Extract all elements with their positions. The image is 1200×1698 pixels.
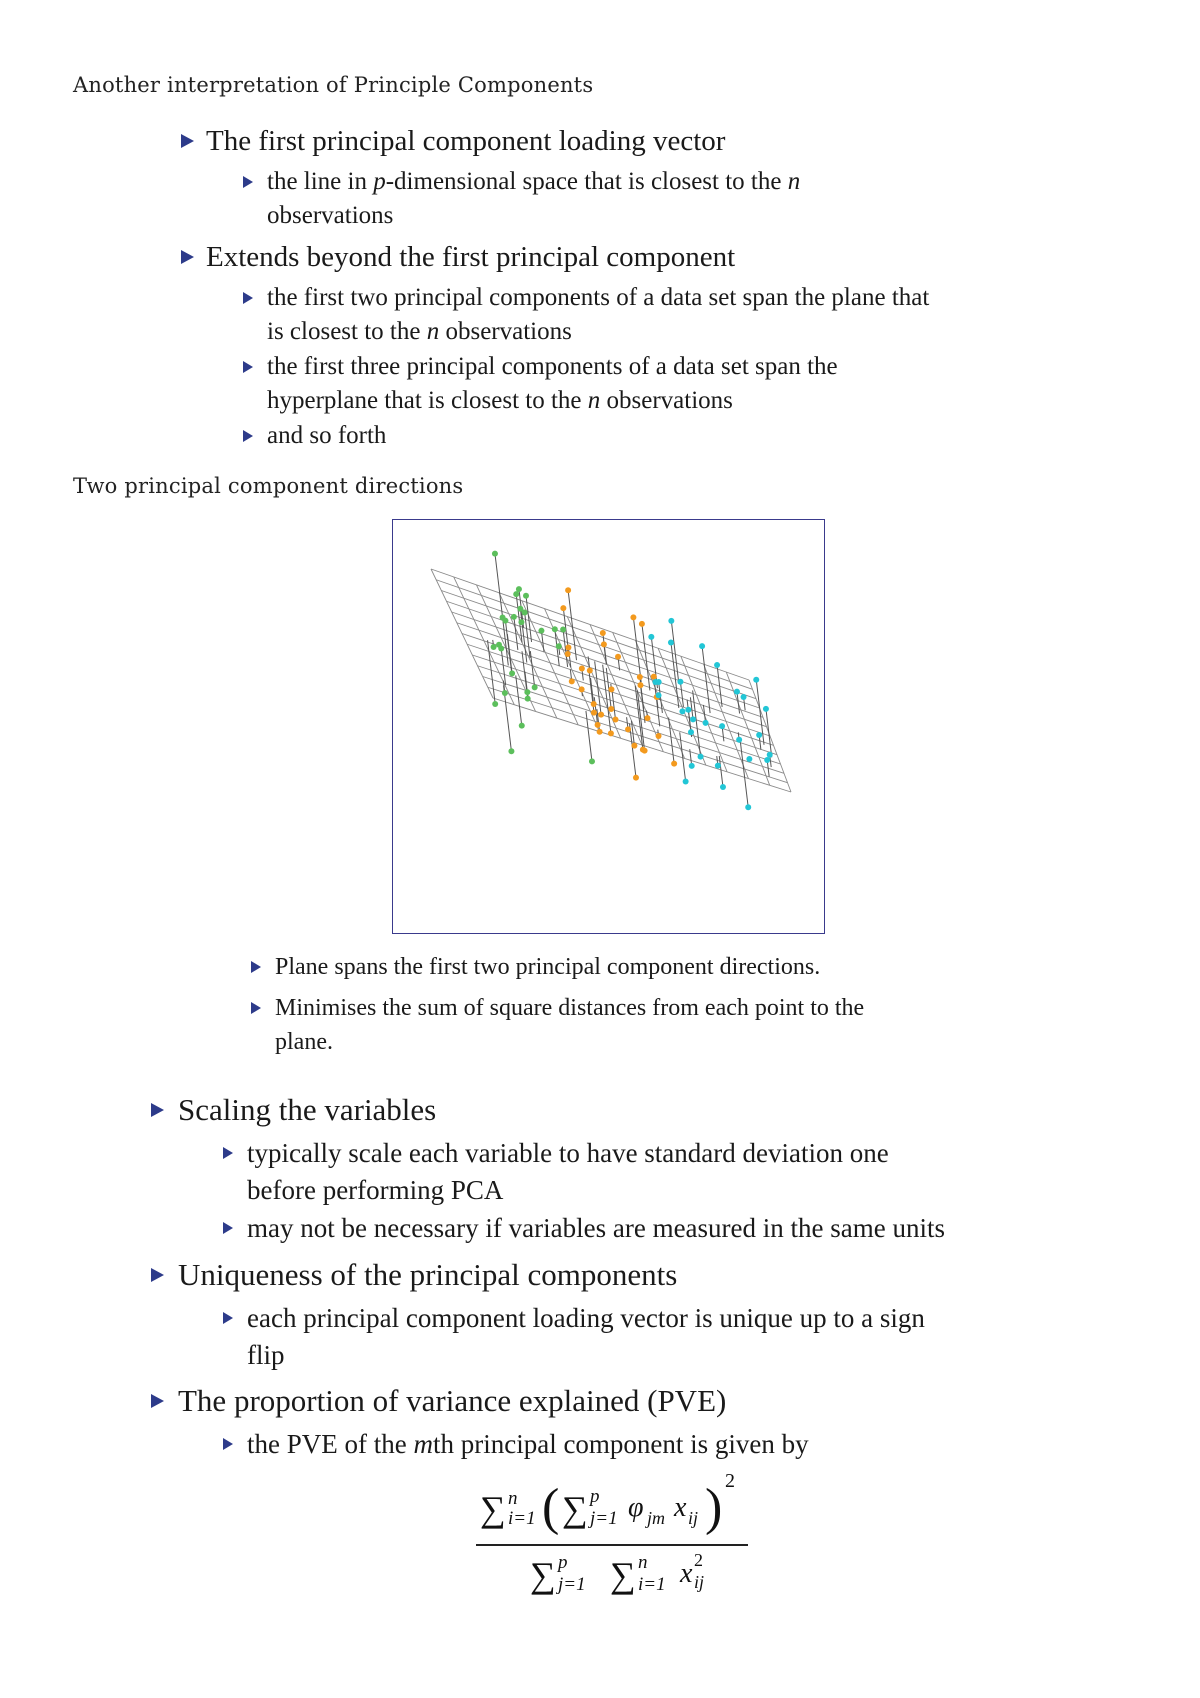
sum-upper-n: n [638,1552,648,1573]
observation-point [683,778,689,784]
sum-lower-j: j=1 [558,1574,586,1595]
observation-point [569,678,575,684]
observation-point [677,679,683,685]
projection-line [693,690,701,756]
projection-line [766,709,772,757]
observation-point [498,646,504,652]
bullet-text: typically scale each variable to have standard deviation one before performing PCA [247,1138,889,1205]
power-two: 2 [725,1470,735,1492]
sum-symbol: ∑ [610,1555,636,1595]
figure-bullet-minimises [251,991,864,1059]
x-superscript: 2 [694,1550,703,1570]
bullet-text: may not be necessary if variables are measured in the same units [247,1213,945,1243]
bullet-triangle-icon [223,1312,233,1324]
right-paren: ) [705,1479,723,1536]
observation-point [698,754,704,760]
observation-point [630,614,636,620]
principal-plane-grid [431,569,791,792]
observation-point [492,701,498,707]
bullet-text: The first principal component loading vector [206,125,726,157]
fraction-bar [476,1544,748,1546]
observation-point [587,667,593,673]
observation-point [532,684,538,690]
bullet-triangle-icon [151,1268,164,1282]
observation-point [615,654,621,660]
observation-point [579,665,585,671]
observation-point [720,784,726,790]
plane-grid-line [467,644,773,745]
projection-line [737,692,740,714]
phi-symbol: φ [628,1492,644,1523]
observation-point [685,707,691,713]
phi-subscript: jm [647,1508,665,1528]
bullet-text: Scaling the variables [178,1092,437,1127]
observation-point [612,716,618,722]
observation-point [763,706,769,712]
sum-upper-p: p [558,1552,568,1573]
bullet-text: the first two principal components of a data set span the plane that is closest to the n observations [267,284,930,345]
observation-point [734,689,740,695]
sub-bullet-sign-flip [223,1300,925,1374]
observation-point [671,761,677,767]
observation-point [513,591,519,597]
observation-point [552,626,558,632]
observation-point [714,662,720,668]
observation-point [516,586,522,592]
bullet-triangle-icon [223,1222,233,1234]
projection-line [669,717,675,763]
x-subscript: ij [688,1508,699,1528]
projection-line [642,624,650,691]
observation-point [508,748,514,754]
section-heading-interpretation: Another interpretation of Principle Components [73,73,594,97]
x-symbol: x [674,1492,687,1523]
bullet-text: The proportion of variance explained (PVE) [178,1383,727,1418]
observation-point [648,634,654,640]
bullet-text: Extends beyond the first principal component [206,241,736,273]
bullet-triangle-icon [251,1002,261,1014]
bullet-text: the line in p-dimensional space that is closest to the n observations [267,168,801,229]
observation-point [511,614,517,620]
observation-point [598,712,604,718]
observation-point [595,722,601,728]
sum-lower-i: i=1 [638,1574,666,1595]
sum-upper-p: p [590,1486,600,1507]
bullet-text: Minimises the sum of square distances from each point to the plane. [275,995,865,1055]
observation-point [637,682,643,688]
observation-point [741,694,747,700]
formula-numerator [480,1470,780,1536]
formula-denominator [530,1548,750,1600]
bullet-text: the first three principal components of a data set span the hyperplane that is closest to the n observations [267,353,838,414]
observation-point [608,730,614,736]
observation-point [767,752,773,758]
sum-symbol: ∑ [480,1489,506,1529]
plane-grid-line [431,569,749,680]
observation-point [715,763,721,769]
observation-point [502,618,508,624]
bullet-text: Uniqueness of the principal components [178,1257,678,1292]
observation-point [656,733,662,739]
observation-point [719,723,725,729]
sub-bullet-pve-given-by [223,1426,809,1463]
bullet-triangle-icon [151,1103,164,1117]
observation-point [556,643,562,649]
observation-point [525,696,531,702]
bullet-text: and so forth [267,422,387,449]
observation-point [746,756,752,762]
x-subscript: ij [694,1572,705,1592]
sub-bullet-scale-sd-one [223,1135,889,1209]
section-heading-two-directions: Two principal component directions [73,474,464,498]
observation-point [491,644,497,650]
bullet-triangle-icon [243,430,253,442]
projection-line [495,554,503,617]
figure-bullet-plane-spans [251,950,820,984]
x-symbol: x [680,1558,693,1589]
observation-point [538,628,544,634]
observation-point [668,618,674,624]
observation-point [519,723,525,729]
observation-point [509,670,515,676]
observation-point [522,609,528,615]
bullet-triangle-icon [181,250,194,264]
observation-point [591,710,597,716]
observation-points [491,551,773,811]
projection-line [687,700,691,733]
projection-line [586,711,592,761]
observation-point [518,619,524,625]
bullet-triangle-icon [151,1394,164,1408]
bullet-text: each principal component loading vector is unique up to a sign flip [247,1303,925,1370]
observation-point [523,593,529,599]
observation-point [668,639,674,645]
sub-bullet-so-forth [243,419,386,453]
observation-point [633,775,639,781]
bullet-text: Plane spans the first two principal component directions. [275,954,821,980]
projection-line [516,675,522,725]
observation-point [690,716,696,722]
bullet-triangle-icon [181,134,194,148]
sub-bullet-two-components [243,281,929,349]
sum-symbol: ∑ [530,1555,556,1595]
observation-point [502,690,508,696]
observation-point [579,686,585,692]
pca-plane-figure [392,519,825,934]
bullet-extends-beyond [181,240,735,274]
observation-point [679,708,685,714]
bullet-triangle-icon [251,961,261,973]
observation-point [639,621,645,627]
projection-line [702,646,710,713]
observation-point [651,674,657,680]
observation-point [565,644,571,650]
observation-point [608,686,614,692]
sum-lower-j: j=1 [590,1508,618,1529]
sum-lower-i: i=1 [508,1508,536,1529]
observation-point [699,643,705,649]
pve-formula [470,1470,790,1600]
observation-point [656,679,662,685]
observation-point [565,651,571,657]
observation-point [600,630,606,636]
observation-point [644,715,650,721]
left-paren: ( [542,1479,560,1536]
observation-point [688,729,694,735]
bullet-first-loading-vector [181,124,725,158]
bullet-pve [151,1383,726,1419]
sub-bullet-not-necessary [223,1210,945,1247]
observation-point [591,701,597,707]
projection-line [633,617,641,682]
observation-point [642,748,648,754]
projection-line [612,691,615,719]
bullet-triangle-icon [223,1147,233,1159]
observation-point [631,743,637,749]
observation-point [608,706,614,712]
bullet-text: the PVE of the mth principal component is given by [247,1429,809,1459]
bullet-triangle-icon [243,361,253,373]
projection-line [501,649,505,686]
observation-point [601,641,607,647]
observation-point [689,763,695,769]
sum-symbol: ∑ [562,1489,588,1529]
observation-point [764,757,770,763]
bullet-triangle-icon [243,176,253,188]
observation-point [703,720,709,726]
observation-point [745,804,751,810]
bullet-scaling-variables [151,1092,436,1128]
observation-point [492,551,498,557]
observation-point [756,732,762,738]
bullet-uniqueness [151,1257,677,1293]
bullet-triangle-icon [243,292,253,304]
sum-upper-n: n [508,1488,518,1509]
observation-point [656,692,662,698]
observation-point [597,729,603,735]
observation-point [753,677,759,683]
observation-point [637,674,643,680]
sub-bullet-line-closest [243,165,800,233]
observation-point [560,605,566,611]
observation-point [524,689,530,695]
observation-point [625,726,631,732]
observation-point [736,737,742,743]
observation-point [560,627,566,633]
sub-bullet-three-components [243,350,838,418]
pca-plane-illustration [393,520,823,932]
observation-point [565,587,571,593]
observation-point [589,758,595,764]
bullet-triangle-icon [223,1438,233,1450]
